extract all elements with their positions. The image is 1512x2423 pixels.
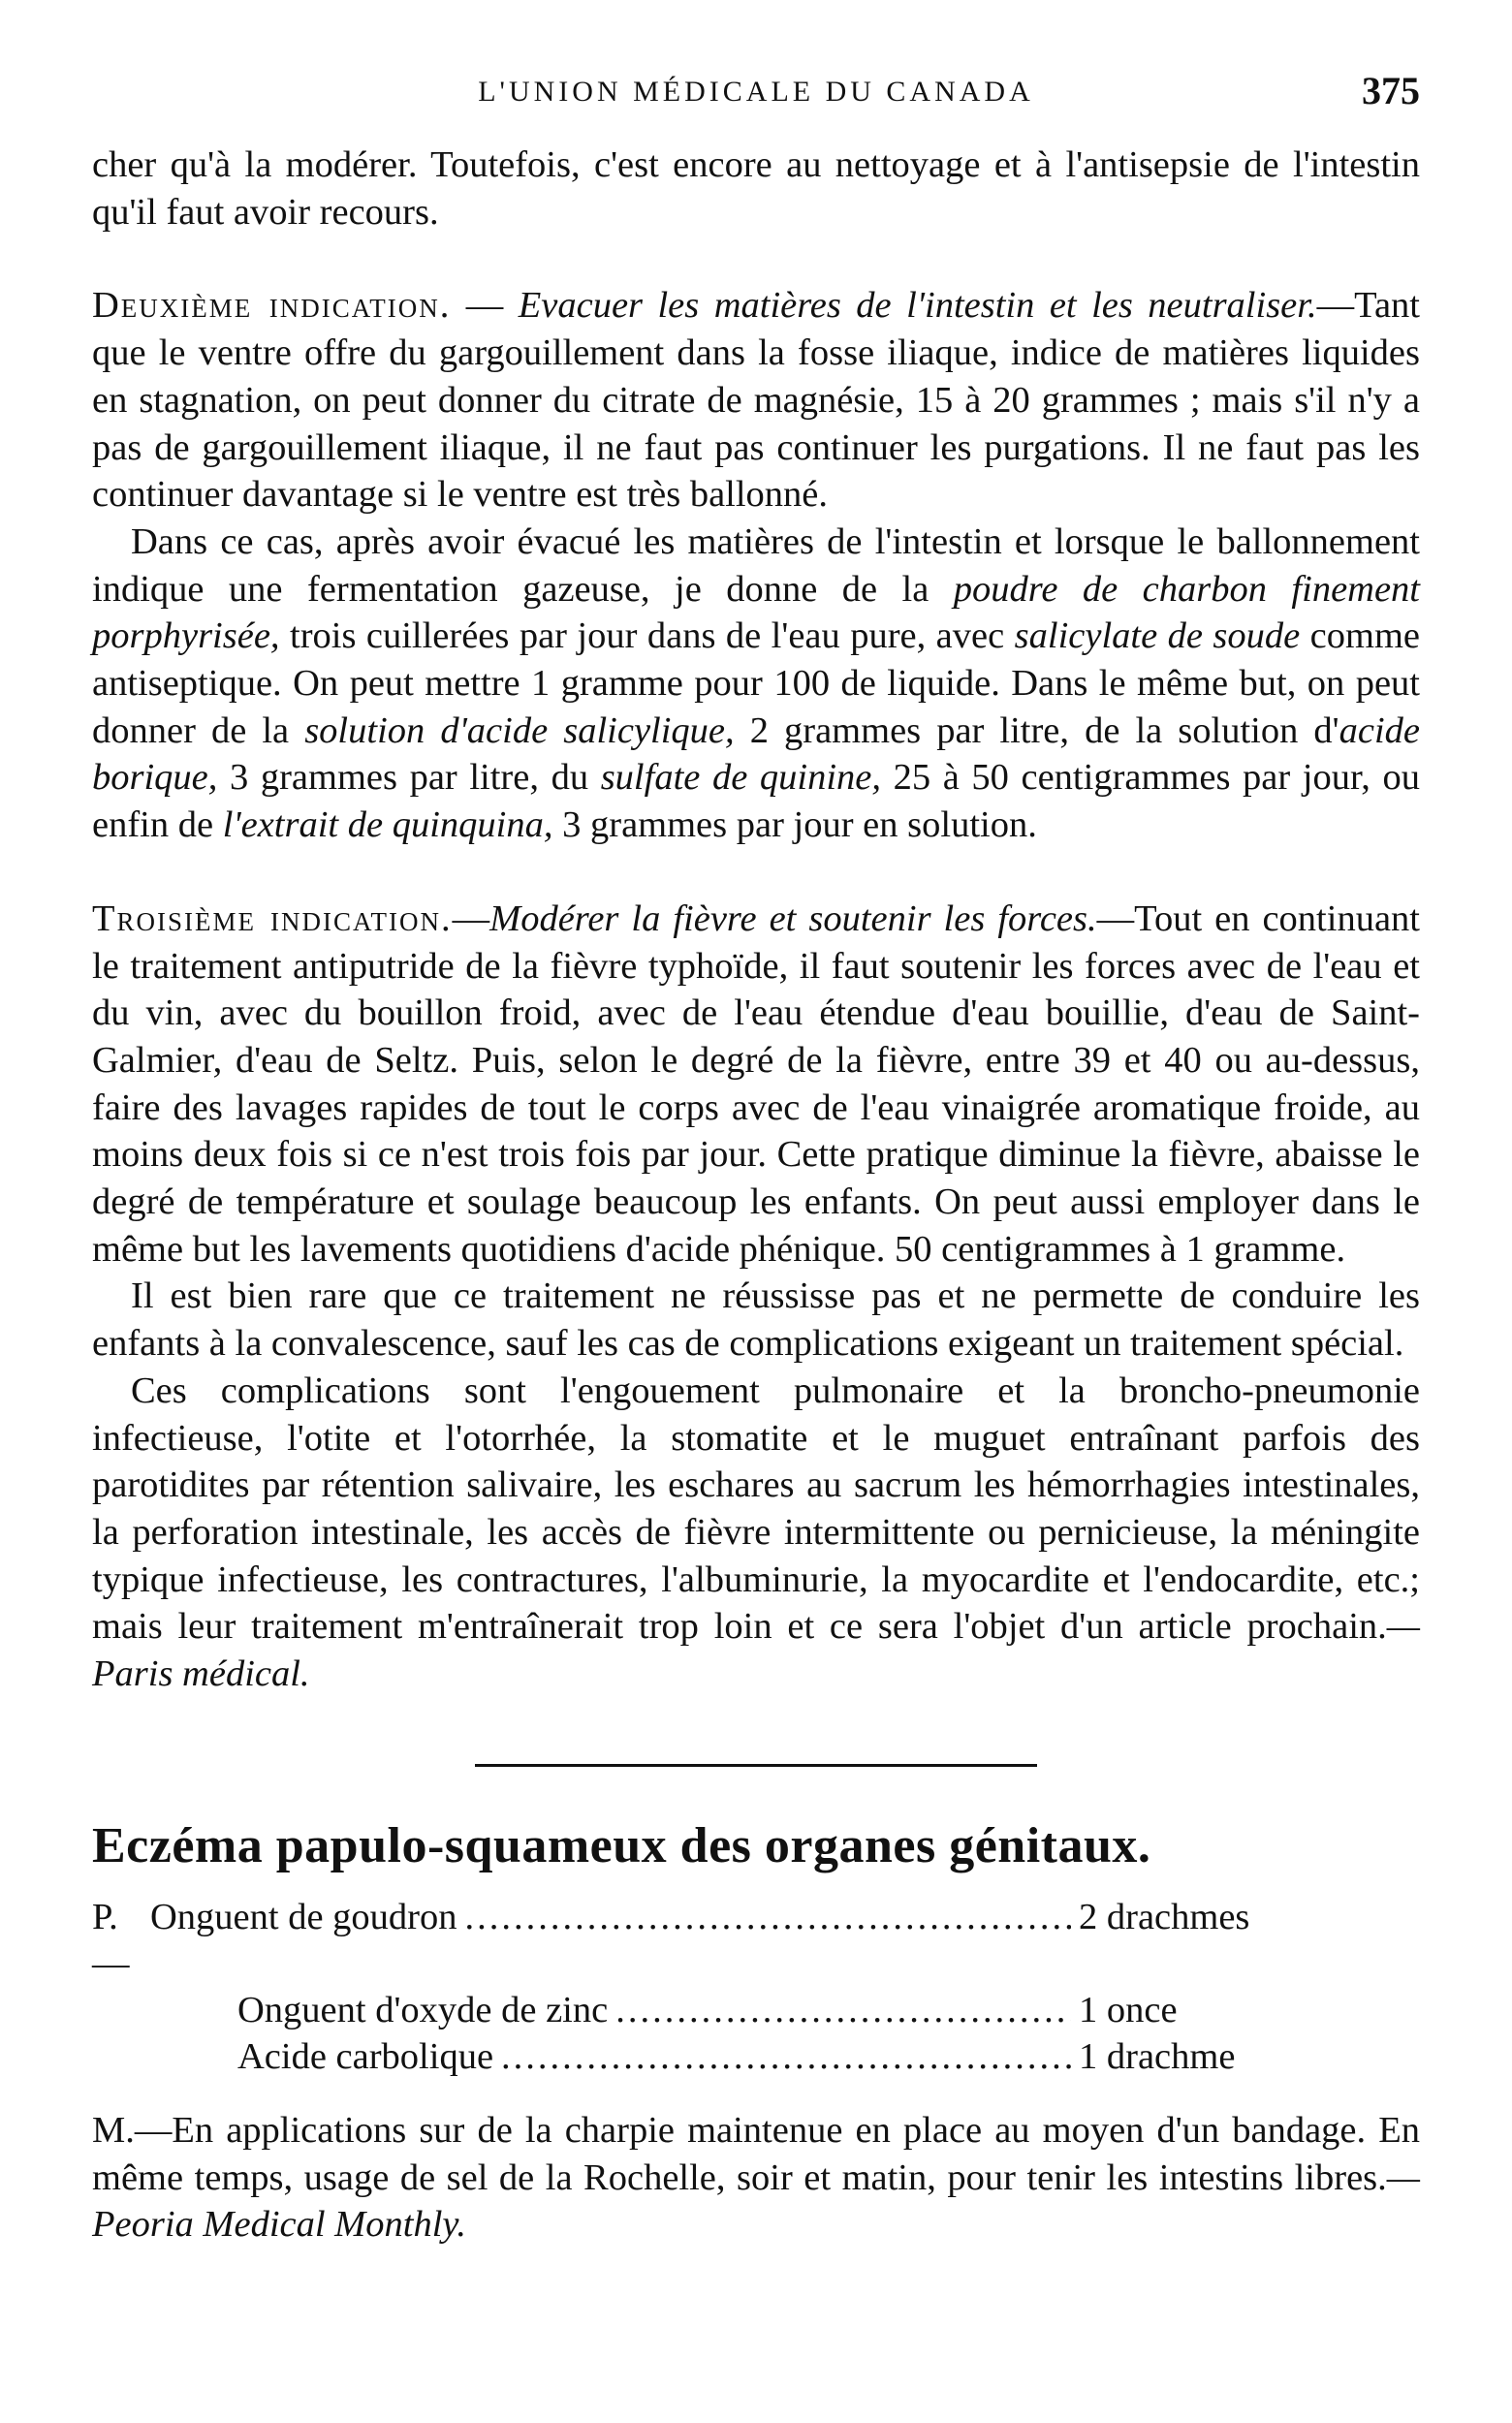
complications-source: —Paris médical.	[92, 1606, 1420, 1695]
text-run: 2 grammes par litre, de la solution d'	[734, 709, 1339, 751]
second-indication-label: Deuxième indication.	[92, 285, 452, 327]
paragraph-complications	[92, 1368, 1420, 1698]
third-indication-heading: Modérer la fièvre et soutenir les forces.	[489, 897, 1097, 939]
prescription-row	[92, 1894, 1284, 1987]
journal-page	[92, 68, 1420, 2249]
complications-text: Ces complications sont l'engouement pulmonaire et la broncho-pneumonie infectieuse, l'otite et l'otorrhée, la stomatite et le muguet entraînant parfois des parotidites par rétention salivaire, les eschares au sacrum les hémorrhagies intestinales, la perforation intestinale, les accès de fièvre intermittente ou pernicieuse, la méningite typique infectieuse, les contractures, l'albuminurie, la myocardite et l'endocardite, etc.; mais leur traitement m'entraînerait trop loin et ce sera l'objet d'un article prochain.	[92, 1369, 1420, 1648]
eczema-title: Eczéma papulo-squameux des organes génitaux.	[92, 1817, 1151, 1873]
text-run: 3 grammes par jour en solution.	[552, 804, 1037, 846]
ingredient-name: Acide carbolique	[237, 2035, 494, 2077]
italic-run: l'extrait de quinquina,	[222, 804, 553, 846]
ingredient-quantity: 1 drachme	[1079, 2035, 1236, 2077]
second-indication-heading: Evacuer les matières de l'intestin et les neutraliser.	[518, 285, 1317, 327]
paragraph-rare: Il est bien rare que ce traitement ne réussisse pas et ne permette de conduire les enfants à la convalescence, sauf les cas de complications exigeant un traitement spécial.	[92, 1275, 1420, 1365]
prescription-prefix-empty	[92, 1987, 150, 2033]
prescription-row	[92, 2033, 1284, 2080]
prescription-prefix-empty	[92, 2033, 150, 2080]
prescription	[92, 1894, 1284, 2080]
paragraph-charbon	[92, 519, 1420, 849]
ingredient-name: Onguent d'oxyde de zinc	[237, 1989, 609, 2030]
text-run: trois cuillerées par jour dans de l'eau pure, avec	[279, 615, 1015, 657]
prescription-prefix	[92, 1894, 150, 1987]
third-indication-dash: —	[452, 897, 490, 939]
paragraph-intro: cher qu'à la modérer. Toutefois, c'est encore au nettoyage et à l'antisepsie de l'intestin qu'il faut avoir recours.	[92, 144, 1420, 233]
directions-prefix: M.	[92, 2109, 135, 2151]
ingredient-quantity: 2 drachmes	[1079, 1896, 1250, 1937]
section-divider	[475, 1764, 1037, 1767]
paragraph-second-indication	[92, 282, 1420, 519]
running-title: L'UNION MÉDICALE DU CANADA	[478, 76, 1034, 108]
italic-run: salicylate de soude	[1014, 615, 1301, 657]
italic-run: sulfate de quinine,	[600, 757, 881, 799]
italic-run: solution d'acide salicylique,	[304, 709, 735, 751]
text-run: 3 grammes par litre, du	[217, 757, 601, 799]
directions-source: —Peoria Medical Monthly.	[92, 2156, 1420, 2246]
leader-dots	[501, 2033, 1071, 2080]
text-run: 25 à 50 centigrammes par jour, ou enfin de	[92, 757, 1421, 846]
paragraph-directions	[92, 2107, 1420, 2249]
second-indication-text: —Tant que le ventre offre du gargouillement dans la fosse iliaque, indice de matières liquides en stagnation, on peut donner du citrate de magnésie, 15 à 20 grammes ; mais s'il n'y a pas de gargouillement iliaque, il ne faut pas continuer les purgations. Il ne faut pas les continuer davantage si le ventre est très ballonné.	[92, 285, 1420, 516]
prescription-dash: —	[92, 1942, 130, 1984]
page-number: 375	[1362, 69, 1420, 112]
second-indication-dash: —	[451, 285, 519, 327]
third-indication-label: Troisième indication.	[92, 897, 453, 939]
leader-dots	[615, 1987, 1071, 2033]
running-head	[92, 68, 1420, 120]
spacer	[92, 236, 1420, 282]
ingredient-name: Onguent de goudron	[150, 1896, 457, 1937]
italic-run: acide borique,	[92, 709, 1420, 799]
italic-run: poudre de charbon finement porphyrisée,	[92, 568, 1421, 657]
ingredient-quantity: 1 once	[1079, 1989, 1178, 2030]
prescription-row	[92, 1987, 1284, 2033]
prescription-prefix-letter: P.	[92, 1896, 118, 1937]
third-indication-text: —Tout en continuant le traitement antiputride de la fièvre typhoïde, il faut soutenir les forces avec de l'eau et du vin, avec du bouillon froid, avec de l'eau étendue d'eau bouillie, d'eau de Saint-Galmier, d'eau de Seltz. Puis, selon le degré de la fièvre, entre 39 et 40 ou au-dessus, faire des lavages rapides de tout le corps avec de l'eau vinaigrée aromatique froide, au moins deux fois si ce n'est trois fois par jour. Cette pratique diminue la fièvre, abaisse le degré de température et soulage beaucoup les enfants. On peut aussi employer dans le même but les lavements quotidiens d'acide phénique. 50 centigrammes à 1 gramme.	[92, 897, 1420, 1270]
leader-dots	[465, 1894, 1072, 1987]
spacer	[92, 849, 1420, 896]
directions-text: —En applications sur de la charpie maintenue en place au moyen d'un bandage. En même temps, usage de sel de la Rochelle, soir et matin, pour tenir les intestins libres.	[92, 2109, 1420, 2198]
text-run: Dans ce cas, après avoir évacué les matières de l'intestin et lorsque le ballonnement indique une fermentation gazeuse, je donne de la	[92, 520, 1420, 610]
paragraph-third-indication	[92, 896, 1420, 1274]
text-run: comme antiseptique. On peut mettre 1 gramme pour 100 de liquide. Dans le même but, on peut donner de la	[92, 615, 1420, 751]
